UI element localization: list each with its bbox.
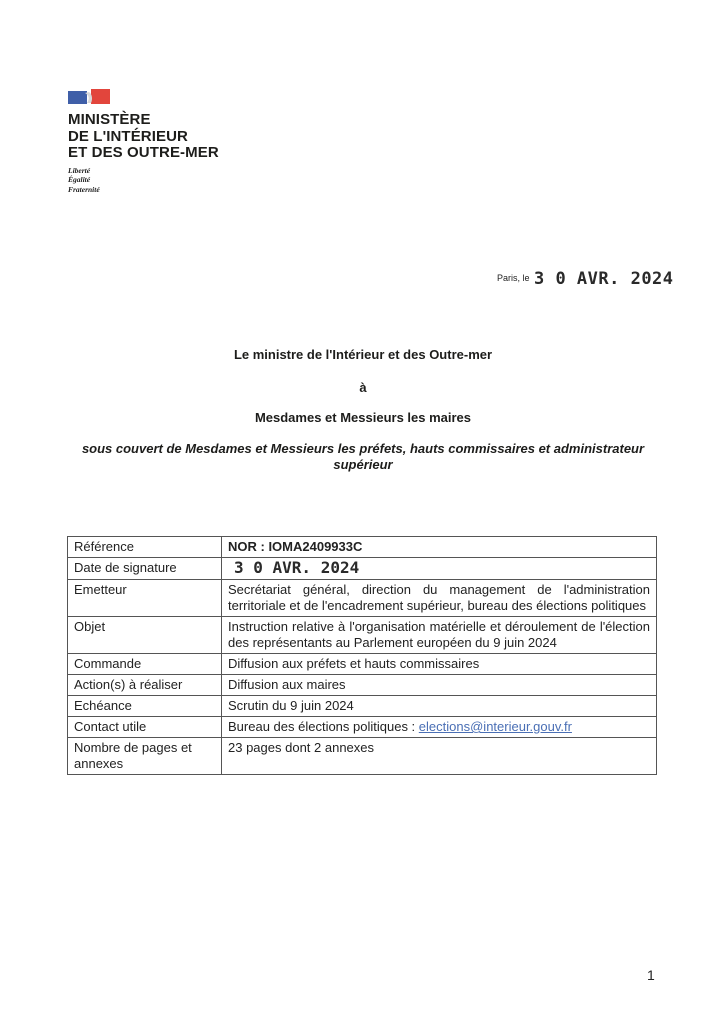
page-number: 1 <box>647 967 655 983</box>
date-line <box>497 269 674 289</box>
table-row <box>68 696 657 717</box>
row-label: Référence <box>68 537 222 558</box>
row-value: Diffusion aux préfets et hauts commissaires <box>222 654 657 675</box>
table-row <box>68 738 657 775</box>
to-word: à <box>359 380 367 395</box>
motto-egalite: Égalité <box>68 175 91 184</box>
table-row <box>68 717 657 738</box>
contact-text: Bureau des élections politiques : <box>228 719 419 734</box>
date-prefix: Paris, le <box>497 273 530 283</box>
row-label: Commande <box>68 654 222 675</box>
ministry-line-1: MINISTÈRE <box>68 111 151 128</box>
marianne-flag-icon <box>68 89 110 105</box>
table-row <box>68 580 657 617</box>
recipients-line: Mesdames et Messieurs les maires <box>254 410 472 425</box>
row-label: Objet <box>68 617 222 654</box>
row-label: Nombre de pages et annexes <box>68 738 222 775</box>
motto-fraternite: Fraternité <box>68 184 100 194</box>
ministry-line-3: ET DES OUTRE-MER <box>68 144 219 161</box>
table-row <box>68 617 657 654</box>
instruction-info-table <box>67 536 657 775</box>
row-value: Diffusion aux maires <box>222 675 657 696</box>
row-label: Echéance <box>68 696 222 717</box>
cover-line: sous couvert de Mesdames et Messieurs les préfets, hauts commissaires et administrateur supérieur <box>81 441 645 472</box>
row-label: Emetteur <box>68 580 222 617</box>
ministry-line-2: DE L'INTÉRIEUR <box>68 127 188 145</box>
row-label: Action(s) à réaliser <box>68 675 222 696</box>
contact-email-link[interactable]: elections@interieur.gouv.fr <box>418 719 572 734</box>
republic-motto <box>68 166 228 195</box>
table-row <box>68 558 657 580</box>
row-value: Secrétariat général, direction du management de l'administration territoriale et de l'encadrement supérieur, bureau des élections politiques <box>222 580 657 617</box>
motto-liberte: Liberté <box>68 165 91 175</box>
signature-date-stamp: 3 0 AVR. 2024 <box>234 558 360 577</box>
ministry-name <box>68 112 228 162</box>
row-value: 23 pages dont 2 annexes <box>222 738 657 775</box>
table-row <box>68 654 657 675</box>
row-value: Scrutin du 9 juin 2024 <box>222 696 657 717</box>
date-stamp: 3 0 AVR. 2024 <box>533 269 674 289</box>
nor-reference: NOR : IOMA2409933C <box>228 539 363 554</box>
table-row <box>68 537 657 558</box>
row-value: Instruction relative à l'organisation matérielle et déroulement de l'élection des représentants au Parlement européen du 9 juin 2024 <box>222 617 657 654</box>
table-row <box>68 675 657 696</box>
ministry-logo-block <box>68 89 228 194</box>
sender-line: Le ministre de l'Intérieur et des Outre-mer <box>233 347 493 362</box>
row-label: Contact utile <box>68 717 222 738</box>
row-label: Date de signature <box>68 558 222 580</box>
